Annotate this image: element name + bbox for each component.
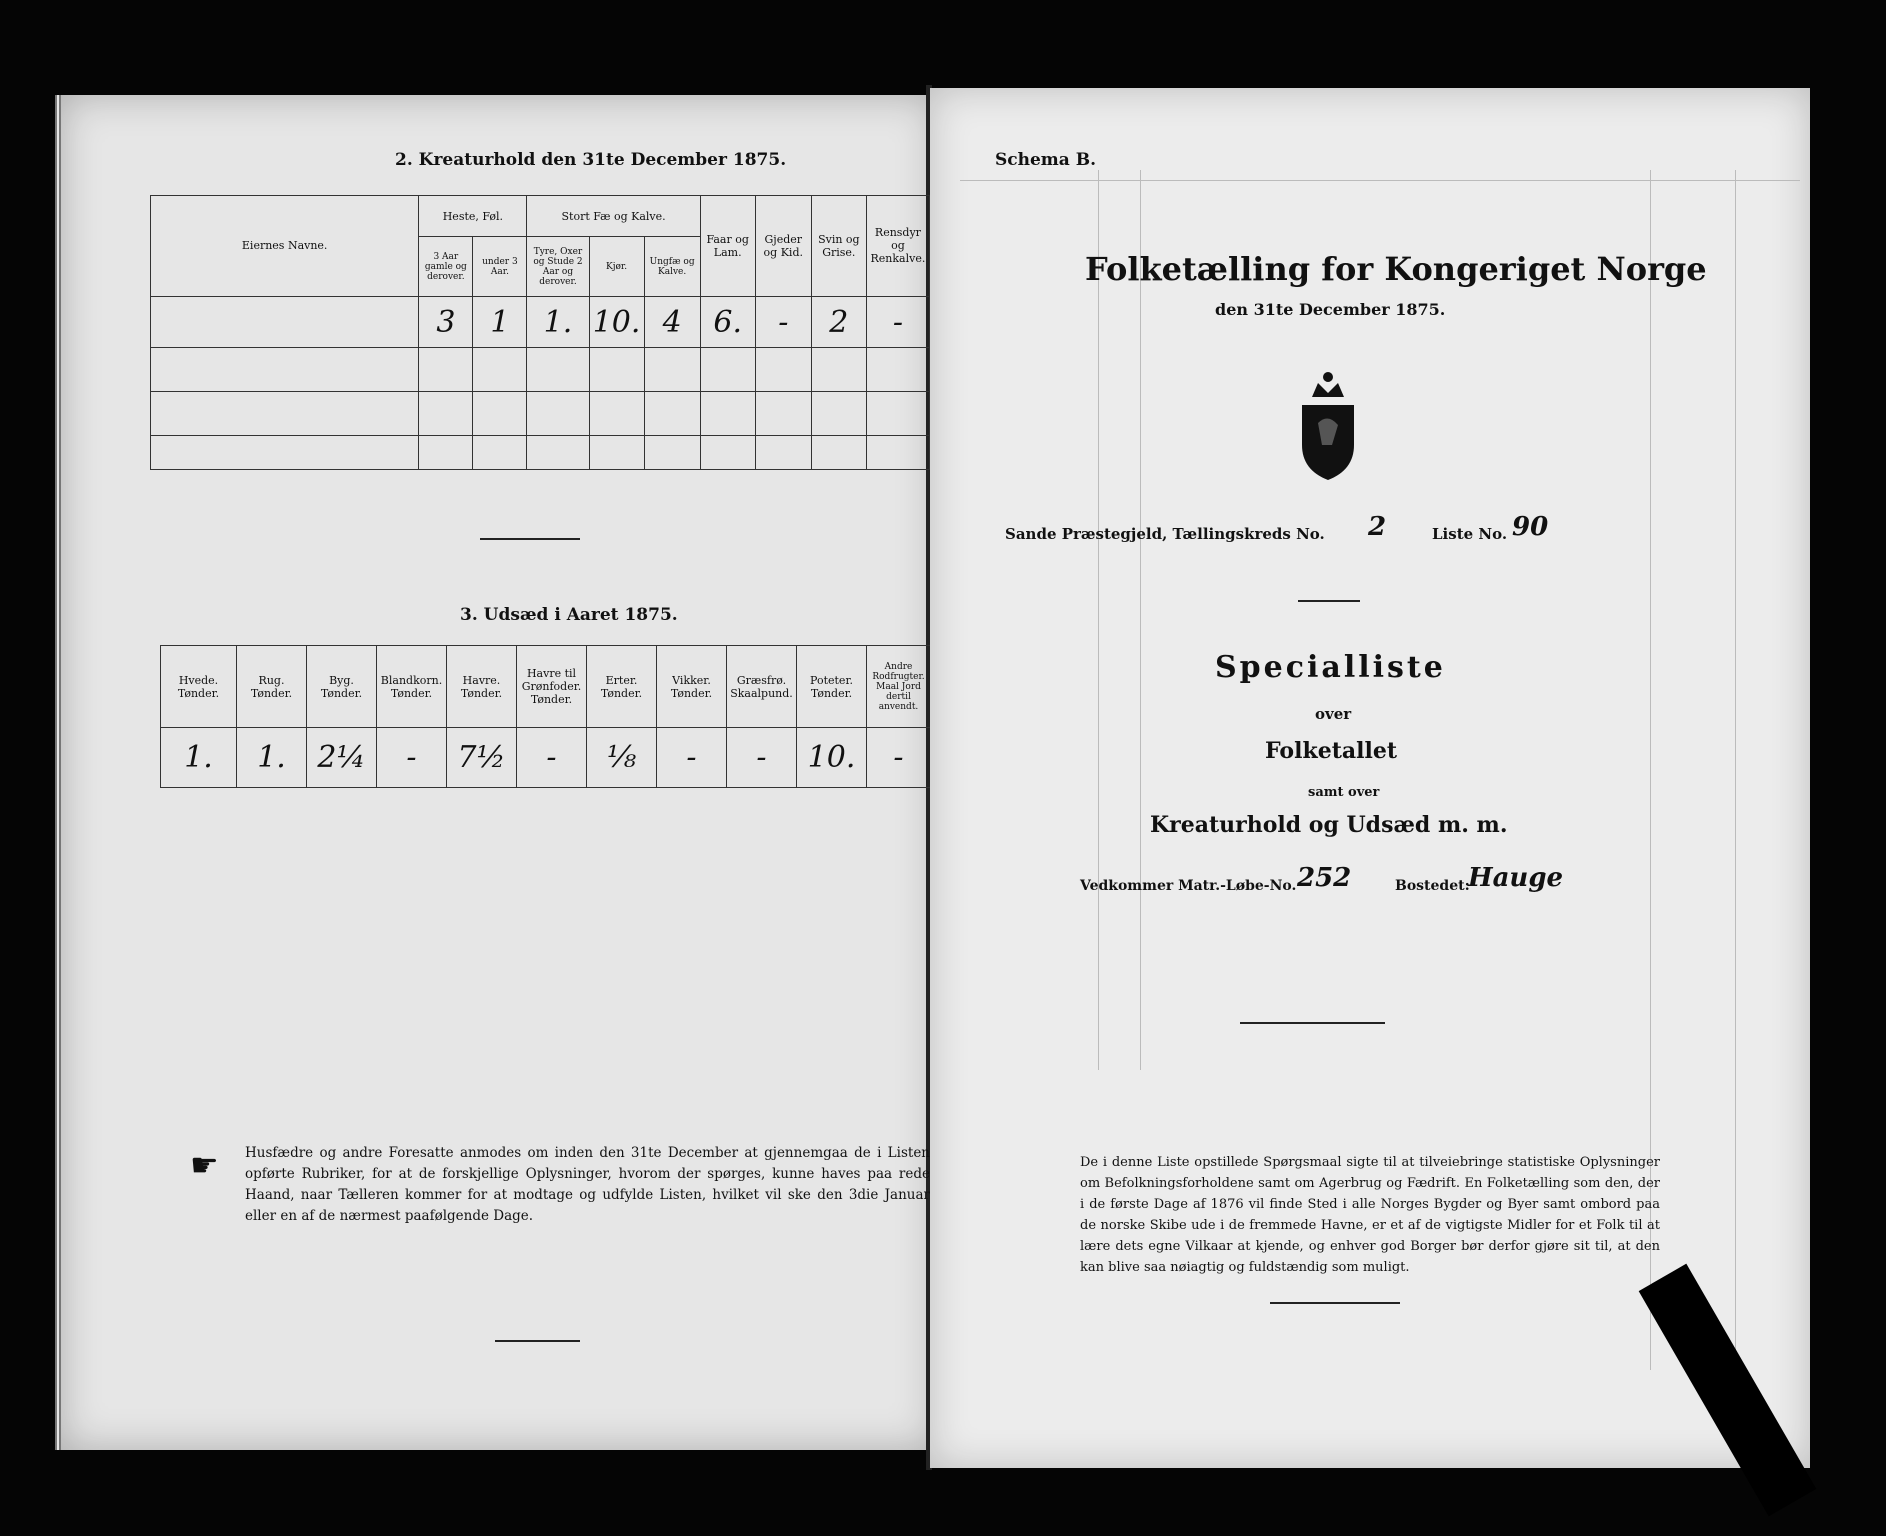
header-reindeer: Rensdyr og Renkalve. (866, 196, 929, 297)
table-row (151, 296, 930, 348)
ghost-line (1098, 170, 1099, 1070)
header-bulls: Tyre, Oxer og Stude 2 Aar og derover. (527, 237, 589, 297)
matr-label: Vedkommer Matr.-Løbe-No. (1080, 878, 1297, 894)
sowing-title: 3. Udsæd i Aaret 1875. (460, 605, 678, 625)
header-cattle: Stort Fæ og Kalve. (527, 196, 700, 237)
divider-rule (480, 538, 580, 540)
value-grass-seed: - (727, 728, 797, 788)
over-text: over (1315, 705, 1352, 723)
folketallet-title: Folketallet (1265, 738, 1397, 764)
pointing-hand-icon: ☛ (190, 1146, 219, 1184)
value-vetch: - (657, 728, 727, 788)
value-horses-3yr: 3 (419, 296, 473, 348)
kreaturhold-title: Kreaturhold og Udsæd m. m. (1150, 812, 1508, 838)
value-goats: - (755, 296, 811, 348)
bosted-label: Bostedet: (1395, 878, 1470, 894)
header-rye: Rug. Tønder. (237, 646, 307, 728)
header-green-oats: Havre til Grønfoder. Tønder. (517, 646, 587, 728)
header-pigs: Svin og Grise. (811, 196, 866, 297)
list-label: Liste No. (1432, 525, 1508, 543)
table-row (151, 435, 930, 469)
value-cows: 10. (589, 296, 644, 348)
value-green-oats: - (517, 728, 587, 788)
header-sheep: Faar og Lam. (700, 196, 755, 297)
parish-label: Sande Præstegjeld, Tællingskreds No. (1005, 525, 1325, 543)
value-oats: 7½ (447, 728, 517, 788)
sowing-table (160, 645, 931, 788)
census-title: Folketælling for Kongeriget Norge (1085, 250, 1707, 288)
list-number: 90 (1512, 512, 1549, 542)
livestock-table (150, 195, 930, 470)
header-mixed-grain: Blandkorn. Tønder. (377, 646, 447, 728)
value-sheep: 6. (700, 296, 755, 348)
livestock-title: 2. Kreaturhold den 31te December 1875. (395, 150, 787, 170)
header-horses: Heste, Føl. (419, 196, 527, 237)
value-barley: 2¼ (307, 728, 377, 788)
census-date: den 31te December 1875. (1215, 300, 1446, 319)
divider-rule (1240, 1022, 1385, 1024)
matr-number: 252 (1297, 863, 1352, 893)
header-potatoes: Poteter. Tønder. (797, 646, 867, 728)
notice-text: Husfædre og andre Foresatte anmodes om inden den 31te December at gjennemgaa de i Listen opførte Rubriker, for at de forskjellige Oplysninger, hvorom der spørges, kunne haves paa rede Haand, naar Tælleren kommer for at modtage og udfylde Listen, hvilket vil ske den 3die Januar eller en af de nærmest paafølgende Dage. (245, 1145, 930, 1224)
value-rye: 1. (237, 728, 307, 788)
district-number: 2 (1368, 512, 1387, 542)
intro-text: De i denne Liste opstillede Spørgsmaal sigte til at tilveiebringe statistiske Oplysninger om Befolkningsforholdene samt om Agerbrug og Fædrift. En Folketælling som den, der i de første Dage af 1876 vil finde Sted i alle Norges Bygder og Byer samt ombord paa de norske Skibe ude i de fremmede Havne, er et af de vigtigste Midler for et Folk til at lære dets egne Vilkaar at kjende, og enhver god Borger bør derfor gjøre sit til, at den kan blive saa nøiagtig og fuldstændig som muligt. (1080, 1155, 1660, 1275)
value-potatoes: 10. (797, 728, 867, 788)
divider-rule (495, 1340, 580, 1342)
header-wheat: Hvede. Tønder. (161, 646, 237, 728)
divider-rule (1298, 600, 1360, 602)
value-reindeer: - (866, 296, 929, 348)
table-row (161, 728, 931, 788)
samt-over-text: samt over (1308, 785, 1380, 800)
value-root-crops: - (867, 728, 931, 788)
value-wheat: 1. (161, 728, 237, 788)
header-goats: Gjeder og Kid. (755, 196, 811, 297)
header-root-crops: Andre Rodfrugter. Maal Jord dertil anvendt. (867, 646, 931, 728)
header-horses-3yr: 3 Aar gamle og derover. (419, 237, 473, 297)
coat-of-arms (1292, 365, 1364, 485)
specialliste-title: Specialliste (1215, 650, 1446, 685)
bosted-value: Hauge (1468, 863, 1564, 893)
table-row (151, 348, 930, 392)
value-pigs: 2 (811, 296, 866, 348)
header-horses-under3: under 3 Aar. (473, 237, 527, 297)
header-grass-seed: Græsfrø. Skaalpund. (727, 646, 797, 728)
value-mixed-grain: - (377, 728, 447, 788)
table-row (151, 392, 930, 436)
ghost-line (960, 180, 1800, 181)
value-young: 4 (644, 296, 700, 348)
divider-rule (1270, 1302, 1400, 1304)
header-vetch: Vikker. Tønder. (657, 646, 727, 728)
header-young: Ungfæ og Kalve. (644, 237, 700, 297)
value-bulls: 1. (527, 296, 589, 348)
value-horses-under3: 1 (473, 296, 527, 348)
ghost-line (1735, 170, 1736, 1370)
value-peas: ⅛ (587, 728, 657, 788)
header-oats: Havre. Tønder. (447, 646, 517, 728)
schema-label: Schema B. (995, 150, 1097, 170)
header-barley: Byg. Tønder. (307, 646, 377, 728)
header-peas: Erter. Tønder. (587, 646, 657, 728)
ghost-line (1140, 170, 1141, 1070)
header-owner: Eiernes Navne. (151, 196, 419, 297)
header-cows: Kjør. (589, 237, 644, 297)
